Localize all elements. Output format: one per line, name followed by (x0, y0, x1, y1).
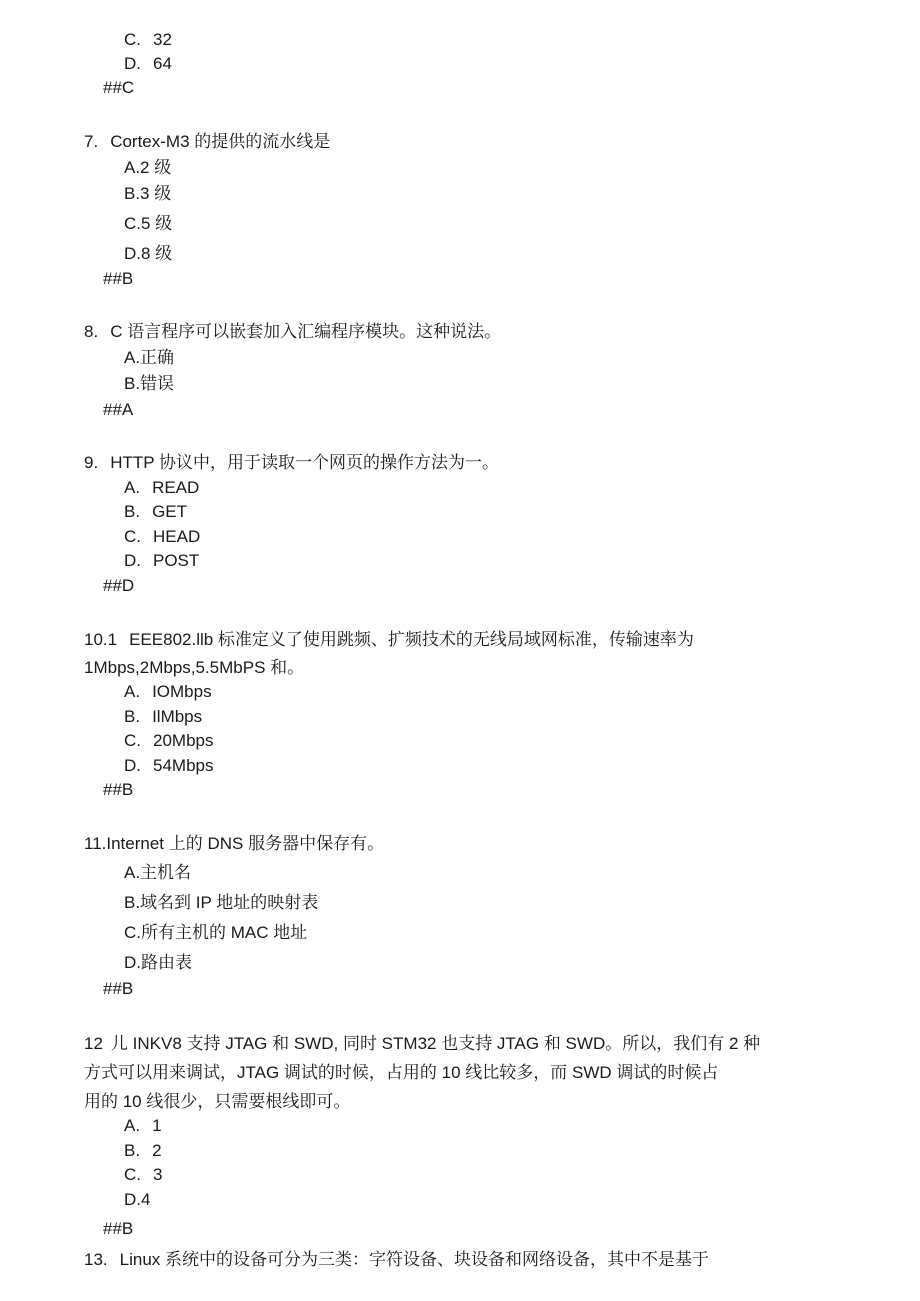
question-number: 11. (84, 834, 107, 853)
option-a (124, 476, 199, 500)
option-letter: C. (124, 527, 141, 546)
option-letter: D. (124, 54, 141, 73)
option-a (124, 680, 212, 704)
answer-key: ##D (103, 576, 135, 595)
option-a: A.正确 (124, 348, 175, 367)
option-text: READ (152, 478, 200, 497)
option-letter: A. (124, 682, 141, 701)
question-text: Cortex-M3 的提供的流水线是 (110, 132, 331, 151)
option-text: HEAD (153, 527, 201, 546)
option-letter: D. (124, 551, 141, 570)
question-number: 12 (84, 1034, 103, 1053)
question-number: 9. (84, 453, 99, 472)
option-text: IOMbps (152, 682, 212, 701)
option-b (124, 500, 187, 524)
option-text: IlMbps (152, 707, 203, 726)
question-11 (84, 832, 384, 856)
option-d: D.路由表 (124, 953, 192, 972)
answer-key: ##B (103, 269, 134, 288)
question-number: 13. (84, 1250, 108, 1269)
question-text: HTTP 协议中，用于读取一个网页的操作方法为一。 (110, 453, 499, 472)
option-d: D.4 (124, 1190, 151, 1209)
option-text: 3 (153, 1165, 163, 1184)
option-d: D.8 级 (124, 244, 173, 263)
option-b (124, 705, 202, 729)
option-letter: D. (124, 756, 141, 775)
option-d (124, 52, 172, 76)
option-letter: B. (124, 707, 141, 726)
option-d (124, 549, 199, 573)
question-number: 8. (84, 322, 99, 341)
answer-key: ##C (103, 78, 135, 97)
question-8 (84, 320, 501, 344)
question-text-continued: 方式可以用来调试，JTAG 调试的时候，占用的 10 线比较多，而 SWD 调试的时候占 (84, 1063, 719, 1082)
question-text-continued: 用的 10 线很少，只需要根线即可。 (84, 1092, 351, 1111)
option-letter: C. (124, 30, 141, 49)
option-text: POST (153, 551, 200, 570)
option-a (124, 1114, 162, 1138)
question-text: EEE802.llb 标准定义了使用跳频、扩频技术的无线局域网标准，传输速率为 (129, 630, 694, 649)
option-text: 2 (152, 1141, 162, 1160)
answer-key: ##B (103, 1219, 134, 1238)
question-number: 10.1 (84, 630, 118, 649)
option-text: 64 (153, 54, 172, 73)
option-letter: A. (124, 478, 141, 497)
option-letter: B. (124, 1141, 141, 1160)
option-letter: C. (124, 731, 141, 750)
question-9 (84, 451, 499, 475)
question-10 (84, 628, 694, 652)
option-text: GET (152, 502, 188, 521)
option-text: 54Mbps (153, 756, 214, 775)
question-text-continued: 1Mbps,2Mbps,5.5MbPS 和。 (84, 658, 305, 677)
answer-key: ##B (103, 979, 134, 998)
option-c (124, 525, 200, 549)
option-c (124, 729, 213, 753)
option-b (124, 1139, 162, 1163)
option-text: 1 (152, 1116, 162, 1135)
question-number: 7. (84, 132, 99, 151)
option-letter: C. (124, 1165, 141, 1184)
question-12 (84, 1032, 760, 1056)
option-text: 32 (153, 30, 172, 49)
option-b: B.域名到 IP 地址的映射表 (124, 893, 319, 912)
option-c (124, 28, 172, 52)
option-c (124, 1163, 162, 1187)
question-text: 儿 INKV8 支持 JTAG 和 SWD, 同时 STM32 也支持 JTAG 和 SWD。所以，我们有 2 种 (110, 1034, 761, 1053)
option-text: 20Mbps (153, 731, 214, 750)
answer-key: ##A (103, 400, 134, 419)
question-13 (84, 1248, 709, 1272)
option-letter: A. (124, 1116, 141, 1135)
option-a: A.2 级 (124, 158, 172, 177)
option-b: B.错误 (124, 374, 175, 393)
answer-key: ##B (103, 780, 134, 799)
option-d (124, 754, 213, 778)
question-text: C 语言程序可以嵌套加入汇编程序模块。这种说法。 (110, 322, 502, 341)
option-letter: B. (124, 502, 141, 521)
option-c: C.5 级 (124, 214, 173, 233)
question-text: Internet 上的 DNS 服务器中保存有。 (106, 834, 385, 853)
question-7 (84, 130, 330, 154)
option-a: A.主机名 (124, 863, 192, 882)
question-text: Linux 系统中的设备可分为三类：字符设备、块设备和网络设备，其中不是基于 (119, 1250, 710, 1269)
option-c: C.所有主机的 MAC 地址 (124, 923, 308, 942)
option-b: B.3 级 (124, 184, 172, 203)
